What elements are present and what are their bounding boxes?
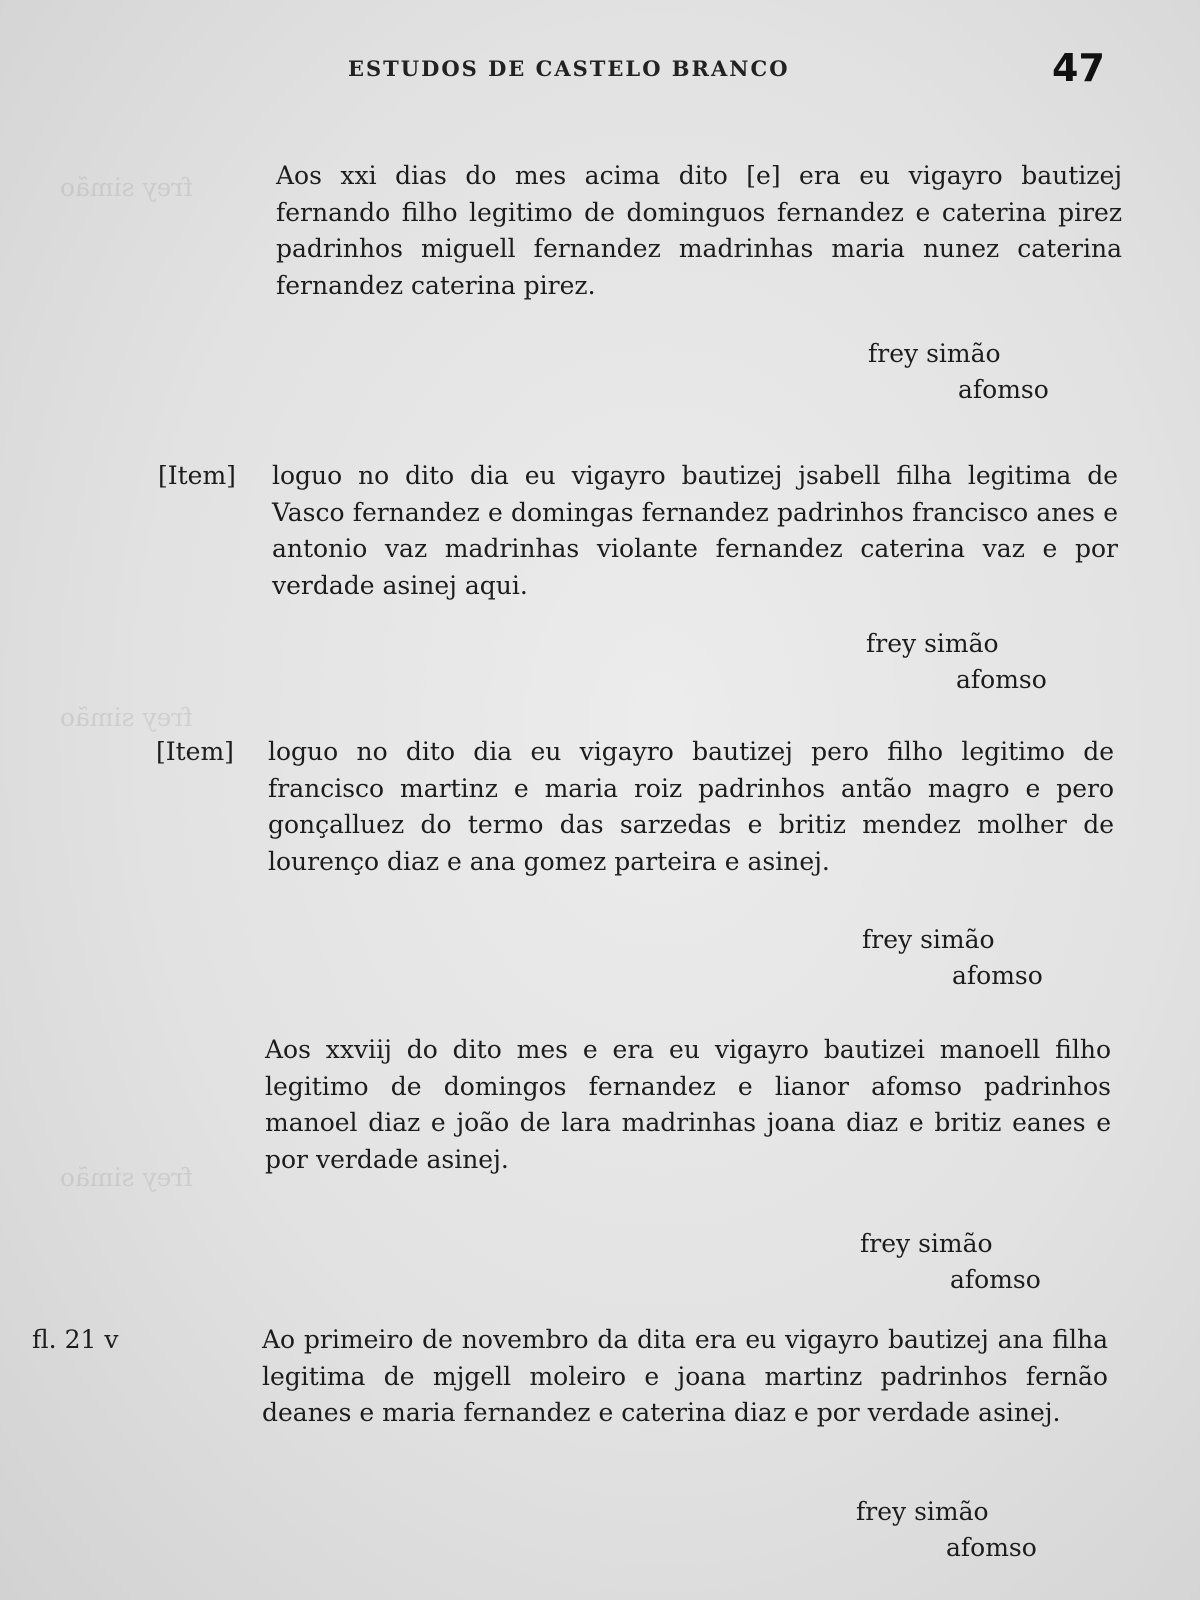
signature [862,922,1043,994]
signature-name: frey simão [862,925,995,954]
signature-surname: afomso [958,375,1049,404]
signature [860,1226,1041,1298]
signature-name: frey simão [866,629,999,658]
page-number: 47 [1052,46,1105,90]
entry-label: [Item] [158,461,236,490]
signature-name: frey simão [868,339,1001,368]
show-through-shadow: frey simão [60,703,193,732]
signature-name: frey simão [856,1497,989,1526]
show-through-shadow: frey simão [60,1163,193,1192]
entry-text: Aos xxi dias do mes acima dito [e] era eu vigayro bautizej fernando filho legitimo de dominguos fernandez e caterina pirez padrinhos miguell fernandez madrinhas maria nunez caterina fernandez caterina pirez. [276,161,1122,300]
running-head: ESTUDOS DE CASTELO BRANCO [348,56,790,81]
signature-name: frey simão [860,1229,993,1258]
signature-surname: afomso [952,961,1043,990]
page-header [0,46,1200,92]
entry-text: loguo no dito dia eu vigayro bautizej pero filho legitimo de francisco martinz e maria roiz padrinhos antão magro e pero gonçalluez do termo das sarzedas e britiz mendez molher de lourenço diaz e ana gomez parteira e asinej. [268,737,1114,876]
signature [866,626,1047,698]
entry-text: Ao primeiro de novembro da dita era eu vigayro bautizej ana filha legitima de mjgell moleiro e joana martinz padrinhos fernão deanes e maria fernandez e caterina diaz e por verdade asinej. [262,1325,1108,1427]
entry-label: [Item] [156,737,234,766]
signature-surname: afomso [956,665,1047,694]
folio-marker: fl. 21 v [32,1325,119,1354]
signature [856,1494,1037,1566]
show-through-shadow: frey simão [60,173,193,202]
entry-text: loguo no dito dia eu vigayro bautizej jsabell filha legitima de Vasco fernandez e domingas fernandez padrinhos francisco anes e antonio vaz madrinhas violante fernandez caterina vaz e por verdade asinej aqui. [272,461,1118,600]
signature-surname: afomso [946,1533,1037,1562]
signature-surname: afomso [950,1265,1041,1294]
signature [868,336,1049,408]
entry-text: Aos xxviij do dito mes e era eu vigayro bautizei manoell filho legitimo de domingos fernandez e lianor afomso padrinhos manoel diaz e joão de lara madrinhas joana diaz e britiz eanes e por verdade asinej. [265,1035,1111,1174]
